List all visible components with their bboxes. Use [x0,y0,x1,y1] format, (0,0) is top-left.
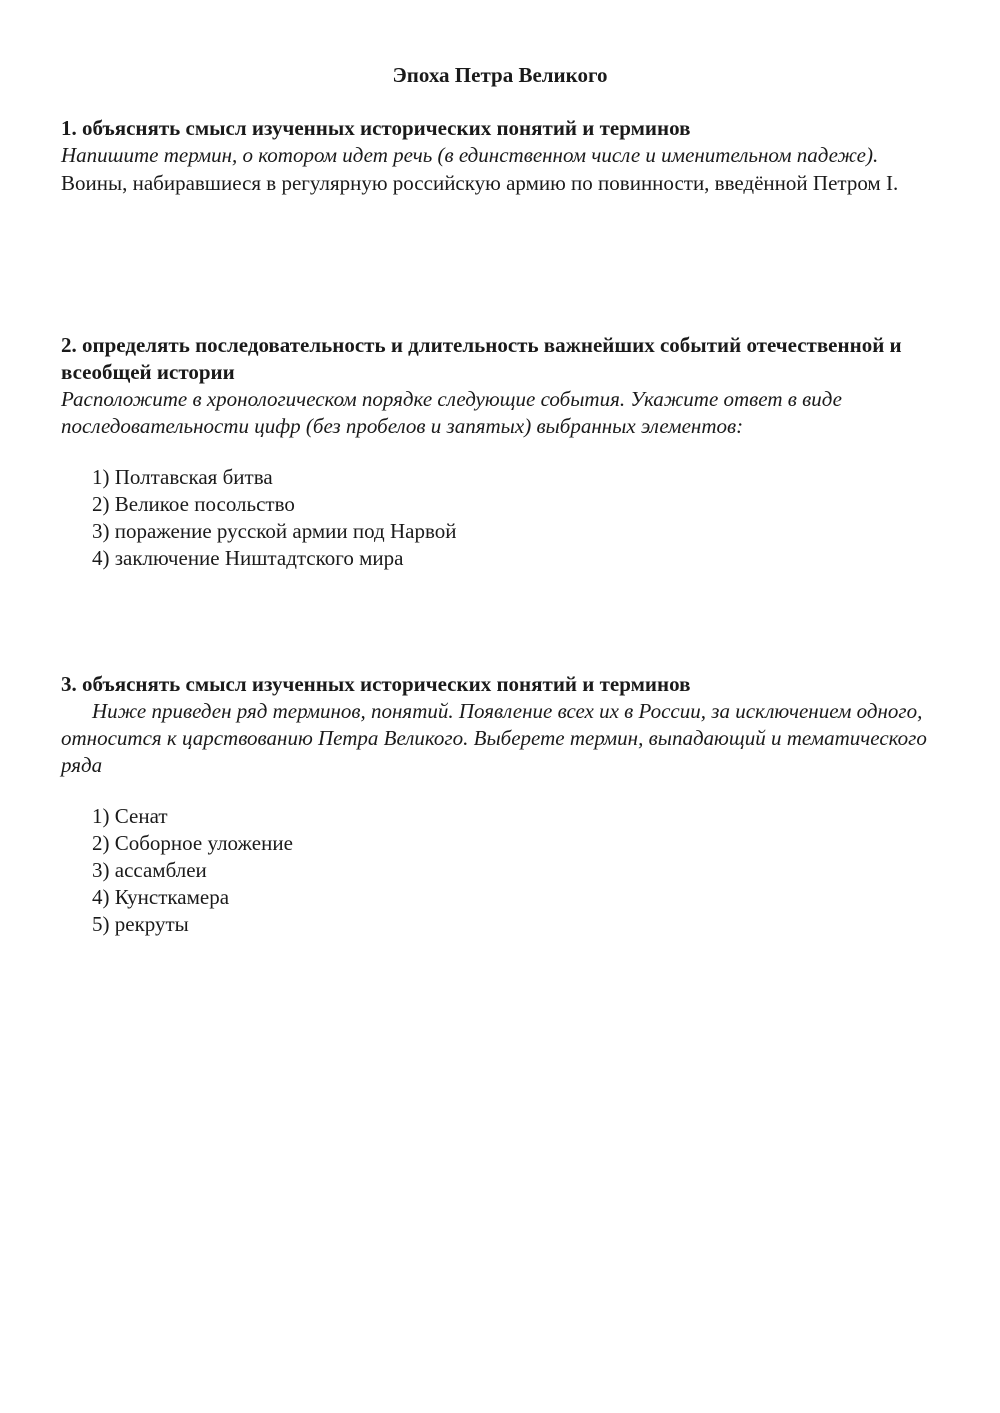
list-item: 5) рекруты [92,912,189,936]
list-item: 4) Кунсткамера [92,885,230,909]
task-2-options [61,464,941,572]
task-3 [61,671,941,938]
list-item: 2) Великое посольство [92,492,295,516]
task-3-instruction: Ниже приведен ряд терминов, понятий. Появление всех их в России, за исключением одного, относится к царствованию Петра Великого. Выберете термин, выпадающий и тематического ряда [61,699,927,777]
task-2-instruction: Расположите в хронологическом порядке следующие события. Укажите ответ в виде последовательности цифр (без пробелов и запятых) выбранных элементов: [61,387,842,438]
task-1-heading: 1. объяснять смысл изученных исторических понятий и терминов [61,116,691,140]
task-1-question: Воины, набиравшиеся в регулярную российскую армию по повинности, введённой Петром I. [61,171,899,195]
task-1 [61,115,941,197]
spacer [61,779,941,803]
page-title: Эпоха Петра Великого [392,63,608,87]
task-2 [61,332,941,572]
list-item: 4) заключение Ништадтского мира [92,546,404,570]
list-item: 3) ассамблеи [92,858,207,882]
task-3-options [61,803,941,938]
list-item: 1) Сенат [92,804,168,828]
task-3-heading: 3. объяснять смысл изученных исторических понятий и терминов [61,672,691,696]
list-item: 1) Полтавская битва [92,465,273,489]
spacer [61,440,941,464]
task-1-instruction: Напишите термин, о котором идет речь (в единственном числе и именительном падеже). [61,143,879,167]
list-item: 3) поражение русской армии под Нарвой [92,519,457,543]
list-item: 2) Соборное уложение [92,831,293,855]
task-2-heading: 2. определять последовательность и длительность важнейших событий отечественной и всеобщей истории [61,333,902,384]
